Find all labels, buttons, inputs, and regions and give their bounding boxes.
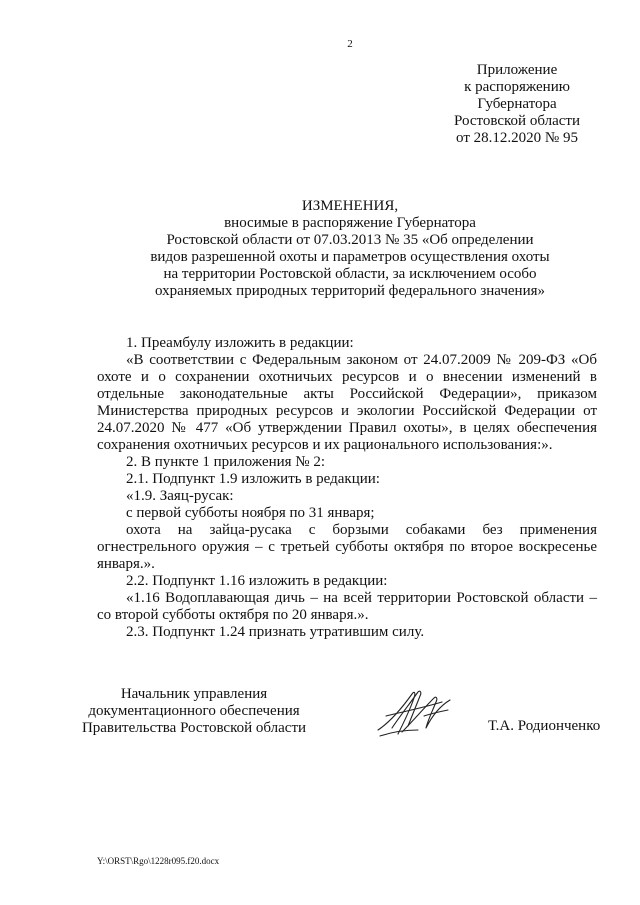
heading-title: ИЗМЕНЕНИЯ,	[301, 198, 399, 214]
paragraph-2: 2. В пункте 1 приложения № 2:	[126, 454, 326, 470]
paragraph-preamble: «В соответствии с Федеральным законом от 24.07.2009 № 209-ФЗ «Об охоте и о сохранении охотничьих ресурсов и о внесении изменений в отдельные законодательные акты Российской Федерации», приказом Министерства природных ресурсов и экологии Российской Федерации от 24.07.2020 № 477 «Об утверждении Правил охоты», в целях обеспечения сохранения охотничьих ресурсов и их рационального использования:».	[97, 352, 597, 453]
position-line: Правительства Ростовской области	[81, 720, 307, 736]
appendix-line: Приложение	[476, 62, 558, 78]
heading-line: на территории Ростовской области, за исключением особо	[163, 266, 537, 282]
paragraph-2-1: 2.1. Подпункт 1.9 изложить в редакции:	[126, 471, 380, 487]
appendix-line: Губернатора	[477, 96, 557, 112]
heading-line: видов разрешенной охоты и параметров осуществления охоты	[150, 249, 550, 265]
paragraph-1: 1. Преамбулу изложить в редакции:	[126, 335, 354, 351]
signer-name: Т.А. Родионченко	[488, 718, 601, 734]
paragraph-2-3: 2.3. Подпункт 1.24 признать утратившим силу.	[126, 624, 425, 640]
document-body	[97, 335, 597, 641]
handwritten-signature-icon	[372, 686, 462, 742]
appendix-line: Ростовской области	[454, 113, 580, 129]
appendix-line: к распоряжению	[464, 79, 570, 95]
document-heading	[100, 198, 600, 300]
paragraph-1-16: «1.16 Водоплавающая дичь – на всей территории Ростовской области – со второй субботы октября по 20 января.».	[97, 590, 597, 623]
heading-line: охраняемых природных территорий федерального значения»	[154, 283, 545, 299]
appendix-block	[440, 62, 594, 147]
position-line: Начальник управления	[120, 686, 268, 702]
signatory-position	[80, 686, 308, 737]
paragraph-1-9: «1.9. Заяц-русак:	[126, 488, 234, 504]
file-path: Y:\ORST\Rgo\1228r095.f20.docx	[97, 856, 220, 866]
heading-line: вносимые в распоряжение Губернатора	[224, 215, 476, 231]
paragraph-hare-season: с первой субботы ноября по 31 января;	[126, 505, 375, 521]
paragraph-2-2: 2.2. Подпункт 1.16 изложить в редакции:	[126, 573, 388, 589]
heading-line: Ростовской области от 07.03.2013 № 35 «Об определении	[166, 232, 534, 248]
paragraph-hound-hunting: охота на зайца-русака с борзыми собаками без применения огнестрельного оружия – с третьей субботы октября по второе воскресенье января.».	[97, 522, 597, 572]
position-line: документационного обеспечения	[88, 703, 300, 719]
appendix-line: от 28.12.2020 № 95	[456, 130, 578, 146]
page-number: 2	[347, 38, 353, 50]
